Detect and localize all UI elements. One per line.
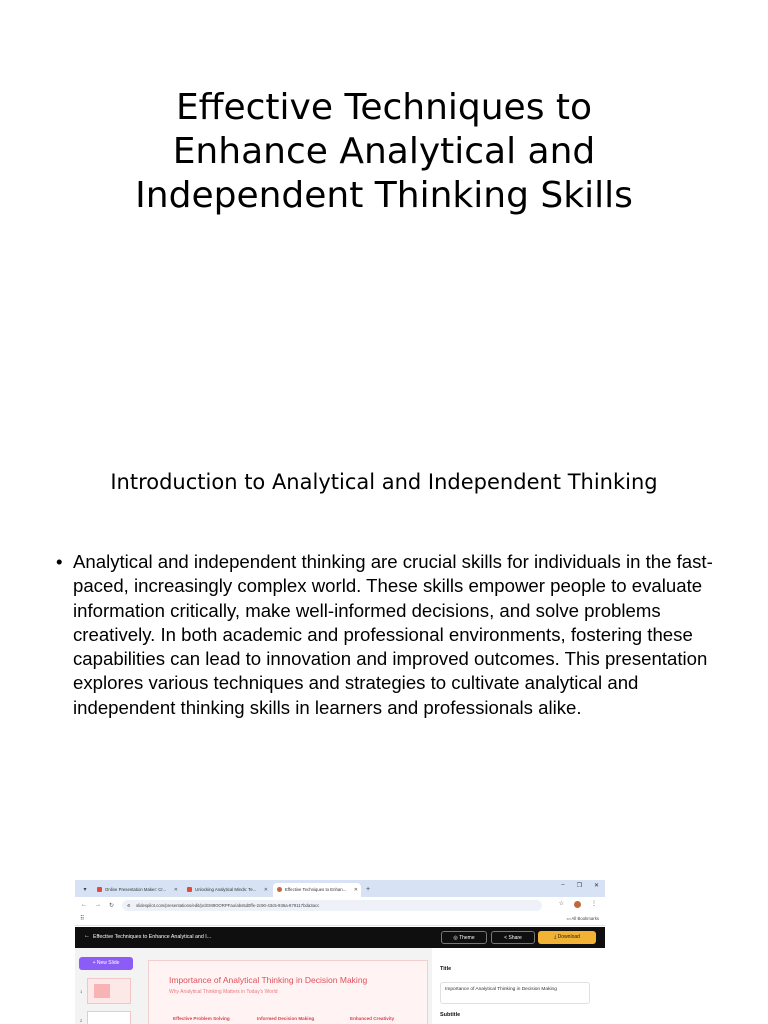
title-field-label: Title bbox=[440, 966, 452, 972]
slide-canvas[interactable] bbox=[148, 960, 428, 1024]
profile-avatar[interactable] bbox=[574, 901, 581, 908]
share-button-label: Share bbox=[508, 935, 522, 941]
slide-title-line: Enhance Analytical and bbox=[172, 131, 596, 172]
title-field[interactable]: Importance of Analytical Thinking in Decision Making bbox=[440, 982, 590, 1004]
close-window-icon[interactable]: ✕ bbox=[593, 883, 599, 889]
canvas-subtitle[interactable]: Why Analytical Thinking Matters in Today's World bbox=[169, 989, 278, 995]
address-bar-actions bbox=[559, 900, 597, 908]
theme-button-label: Theme bbox=[459, 935, 475, 941]
slide-thumbnail[interactable] bbox=[87, 1011, 131, 1024]
close-icon[interactable]: ✕ bbox=[263, 887, 268, 893]
new-slide-button[interactable] bbox=[79, 957, 133, 970]
back-arrow-icon[interactable]: ← bbox=[84, 933, 90, 939]
tab-search-icon[interactable]: ▾ bbox=[83, 887, 87, 893]
editor-area bbox=[75, 948, 605, 1024]
slide-thumbnail[interactable] bbox=[87, 978, 131, 1004]
properties-panel bbox=[432, 948, 605, 1024]
embedded-browser-screenshot bbox=[75, 880, 605, 1024]
slide-title-line: Independent Thinking Skills bbox=[135, 175, 633, 216]
browser-tab-label: Unlocking Analytical Minds: Te... bbox=[195, 887, 257, 892]
browser-tab-label: Online Presentation Maker: Cr... bbox=[105, 887, 167, 892]
bookmarks-bar bbox=[75, 913, 605, 926]
folder-icon: ▭ bbox=[566, 916, 571, 921]
apps-grid-icon[interactable]: ⠿ bbox=[80, 916, 85, 922]
browser-tab-bar bbox=[75, 880, 605, 897]
close-icon[interactable]: ✕ bbox=[353, 887, 358, 893]
minimize-icon[interactable]: – bbox=[561, 882, 565, 888]
all-bookmarks-label: All Bookmarks bbox=[571, 916, 599, 921]
canvas-card-label[interactable]: Effective Problem Solving bbox=[173, 1016, 230, 1021]
restore-icon[interactable]: ❐ bbox=[576, 883, 582, 889]
section-heading: Introduction to Analytical and Independent Thinking bbox=[110, 470, 658, 494]
canvas-card-label[interactable]: Informed Decision Making bbox=[257, 1016, 315, 1021]
url-text: slidespilot.com/presentations/edit/pc/EM9OORPFao/abs5d0ffe-2c90-43c5-936a-879117bda3acc bbox=[136, 902, 320, 908]
favicon-icon bbox=[97, 887, 102, 892]
slide-title bbox=[40, 86, 728, 218]
theme-button[interactable] bbox=[441, 931, 487, 944]
download-button[interactable] bbox=[538, 931, 596, 944]
canvas-card-label[interactable]: Enhanced Creativity bbox=[350, 1016, 395, 1021]
plus-icon: + bbox=[92, 960, 96, 966]
new-tab-icon[interactable]: + bbox=[365, 886, 371, 893]
bullet-list bbox=[56, 550, 716, 720]
forward-arrow-icon[interactable]: → bbox=[95, 902, 101, 908]
share-button[interactable] bbox=[491, 931, 535, 944]
subtitle-field-label: Subtitle bbox=[440, 1012, 461, 1018]
window-controls bbox=[561, 882, 599, 889]
thumbnail-number: 2 bbox=[80, 1018, 83, 1023]
new-slide-label: New Slide bbox=[96, 960, 120, 966]
reload-icon[interactable]: ↻ bbox=[109, 902, 115, 909]
download-button-label: Download bbox=[557, 934, 580, 940]
url-input[interactable] bbox=[122, 900, 542, 911]
share-icon: < bbox=[504, 935, 508, 941]
browser-tab[interactable] bbox=[183, 883, 271, 897]
all-bookmarks-link[interactable] bbox=[567, 916, 600, 922]
bullet-item: • Analytical and independent thinking are crucial skills for individuals in the fast-paced, increasingly complex world. These skills empower people to evaluate information critically, make well-informed decisions, and solve problems creatively. In both academic and professional environments, fostering these capabilities can lead to innovation and improved outcomes. This presentation explores various techniques and strategies to cultivate analytical and independent thinking skills in learners and professionals alike. bbox=[56, 550, 716, 720]
download-icon: ⤓ bbox=[554, 934, 557, 940]
thumbnail-number: 1 bbox=[80, 989, 83, 994]
document-title: Effective Techniques to Enhance Analytical and I... bbox=[93, 934, 212, 940]
slide-title-line: Effective Techniques to bbox=[175, 87, 593, 128]
favicon-icon bbox=[187, 887, 192, 892]
browser-tab-active[interactable] bbox=[273, 883, 361, 897]
menu-kebab-icon[interactable]: ⋮ bbox=[591, 901, 597, 907]
site-info-icon[interactable]: ⚙ bbox=[127, 902, 131, 908]
favicon-icon bbox=[277, 887, 282, 892]
editor-header bbox=[75, 927, 605, 948]
browser-tab-label: Effective Techniques to Enhan... bbox=[285, 887, 347, 892]
thumbnail-image bbox=[94, 984, 110, 998]
address-bar-row bbox=[75, 897, 605, 913]
close-icon[interactable]: ✕ bbox=[173, 887, 178, 893]
browser-tab[interactable] bbox=[93, 883, 181, 897]
palette-icon: ◎ bbox=[453, 935, 458, 941]
back-arrow-icon[interactable]: ← bbox=[81, 902, 87, 908]
canvas-title[interactable]: Importance of Analytical Thinking in Decision Making bbox=[169, 975, 368, 985]
bookmark-star-icon[interactable]: ☆ bbox=[558, 901, 564, 907]
